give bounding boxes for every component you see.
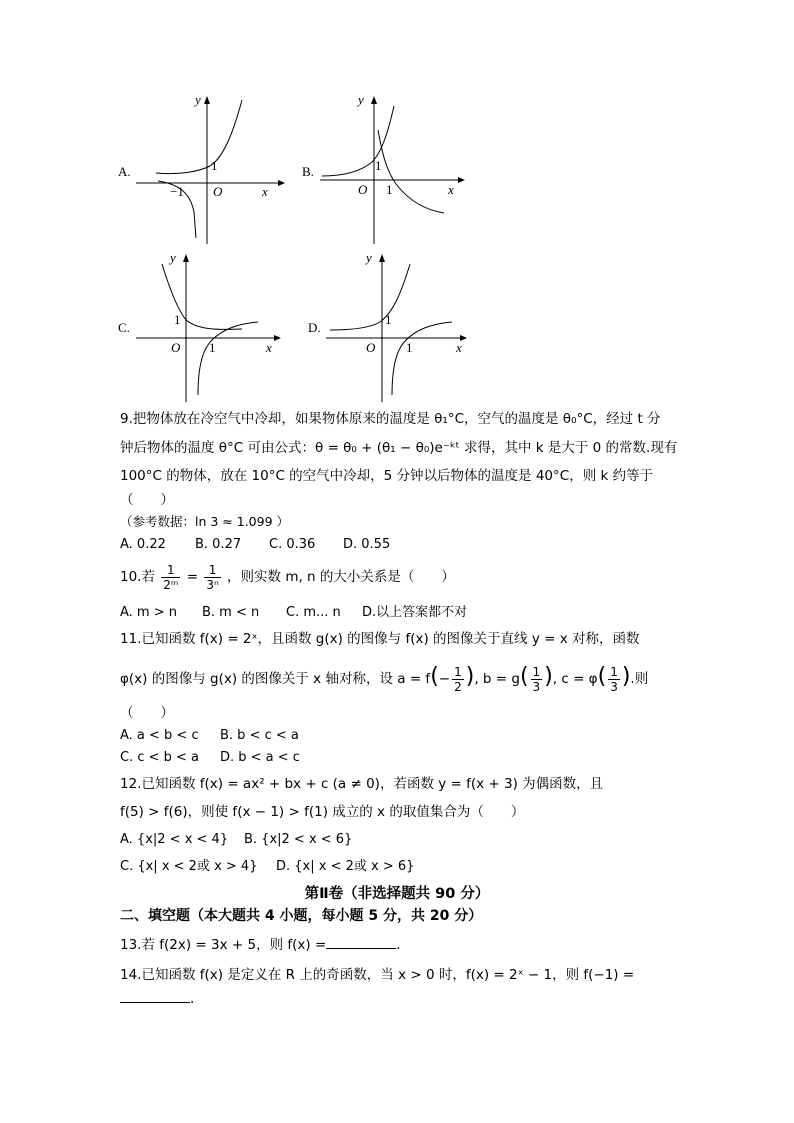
q10-fraction-1 <box>161 563 180 592</box>
fraction-den: 2ᵐ <box>163 577 179 592</box>
origin-label: O <box>213 184 223 199</box>
q11-option-a: A. a < b < c <box>120 728 199 743</box>
q12-option-d: D. {x| x < 2或 x > 6} <box>276 859 415 874</box>
q10-prefix: 10.若 <box>120 569 155 585</box>
q12-option-a: A. {x|2 < x < 4} <box>120 832 229 847</box>
q10-fraction-2 <box>204 563 220 592</box>
graph-c <box>118 250 288 405</box>
q12-options-row2 <box>120 858 414 876</box>
q9-option-d: D. 0.55 <box>343 537 391 552</box>
q11-options-row2 <box>120 749 300 767</box>
q11-fraction-3 <box>608 665 620 694</box>
q12-line2: f(5) > f(6)，则使 f(x − 1) > f(1) 成立的 x 的取值集合为（ ） <box>120 804 525 820</box>
paren-left: ( <box>597 664 607 689</box>
q11-option-b: B. b < c < a <box>220 728 299 743</box>
one-y-label: 1 <box>174 312 181 327</box>
q11-mid2: , c = φ <box>552 671 598 687</box>
y-label: y <box>366 250 372 265</box>
graph-svg <box>308 250 478 405</box>
q14-answer-blank[interactable] <box>120 990 190 1003</box>
option-label: D. <box>308 320 321 335</box>
q13-text: 13.若 f(2x) = 3x + 5，则 f(x) = <box>120 937 327 953</box>
q12-option-b: B. {x|2 < x < 6} <box>244 832 353 847</box>
q10-option-b: B. m < n <box>202 605 260 620</box>
fraction-den: 3 <box>532 679 541 694</box>
q11-mid1: , b = g <box>474 671 520 687</box>
graph-d <box>308 250 478 405</box>
q10-equals: = <box>186 569 199 585</box>
y-label: y <box>358 92 364 107</box>
curve-exp <box>330 264 410 330</box>
q14-answer-line <box>120 990 194 1008</box>
graph-a <box>118 92 288 247</box>
paren-right: ) <box>544 664 553 689</box>
q14-end: . <box>190 991 195 1007</box>
q10-option-a: A. m > n <box>120 605 177 620</box>
section-heading: 二、填空题（本大题共 4 小题，每小题 5 分，共 20 分） <box>120 908 483 924</box>
curve-dec <box>378 130 444 213</box>
q10-suffix: ，则实数 m, n 的大小关系是（ ） <box>227 569 455 585</box>
section-title: 第Ⅱ卷（非选择题共 90 分） <box>304 886 490 902</box>
x-label: x <box>262 184 268 199</box>
q9-paren: （ ） <box>120 492 174 508</box>
q9-line1: 9.把物体放在冷空气中冷却，如果物体原来的温度是 θ₁°C，空气的温度是 θ₀°C，经过 t 分 <box>120 411 661 427</box>
q9-line2: 钟后物体的温度 θ°C 可由公式：θ = θ₀ + (θ₁ − θ₀)e⁻ᵏᵗ 求得，其中 k 是大于 0 的常数.现有 <box>120 440 678 456</box>
x-axis-arrow <box>278 180 285 186</box>
x-axis-arrow <box>274 335 281 341</box>
q11-fraction-1 <box>452 665 464 694</box>
y-axis-arrow <box>183 254 189 262</box>
q10-line <box>120 562 455 592</box>
curve-exp <box>156 100 242 174</box>
paren-right: ) <box>621 664 631 689</box>
q10-options <box>120 604 467 622</box>
q14-line: 14.已知函数 f(x) 是定义在 R 上的奇函数，当 x > 0 时，f(x) = 2ˣ − 1，则 f(−1) = <box>120 967 635 983</box>
graph-svg <box>118 92 288 247</box>
one-x-label: 1 <box>209 340 216 355</box>
curve-log <box>392 322 452 395</box>
option-label: B. <box>302 164 314 179</box>
paren-right: ) <box>465 664 475 689</box>
one-y-label: 1 <box>385 312 392 327</box>
y-label: y <box>195 92 201 107</box>
q11-fraction-2 <box>531 665 543 694</box>
q9-option-c: C. 0.36 <box>269 537 316 552</box>
one-y-label: 1 <box>375 158 382 173</box>
x-label: x <box>448 182 454 197</box>
x-label: x <box>266 340 272 355</box>
option-label: A. <box>118 164 131 179</box>
q13-line <box>120 936 401 954</box>
q9-reference: （参考数据：ln 3 ≈ 1.099 ） <box>120 514 290 529</box>
fraction-den: 3 <box>610 679 618 694</box>
origin-label: O <box>171 340 181 355</box>
one-x-label: 1 <box>406 340 413 355</box>
q11-line1: 11.已知函数 f(x) = 2ˣ，且函数 g(x) 的图像与 f(x) 的图像关于直线 y = x 对称，函数 <box>120 631 640 647</box>
q13-end: . <box>396 937 401 953</box>
q11-options-row1 <box>120 727 299 745</box>
one-label: 1 <box>211 158 218 173</box>
curve-log <box>198 322 258 395</box>
fraction-den: 3ⁿ <box>206 577 219 592</box>
option-label: C. <box>118 320 130 335</box>
q11-suffix: .则 <box>630 671 649 687</box>
q9-line3: 100°C 的物体，放在 10°C 的空气中冷却，5 分钟以后物体的温度是 40°C，则 k 约等于 <box>120 468 654 484</box>
q11-option-c: C. c < b < a <box>120 750 200 765</box>
x-label: x <box>456 340 462 355</box>
graph-svg <box>302 92 472 247</box>
origin-label: O <box>358 182 368 197</box>
paren-left: ( <box>430 664 439 689</box>
q12-options-row1 <box>120 831 352 849</box>
x-axis-arrow <box>458 177 465 183</box>
fraction-num: 1 <box>454 664 462 679</box>
y-axis-arrow <box>379 254 385 262</box>
q9-option-a: A. 0.22 <box>120 537 166 552</box>
fraction-num: 1 <box>532 664 541 679</box>
q10-option-d: D.以上答案都不对 <box>362 605 468 620</box>
neg-one-label: −1 <box>170 184 184 199</box>
q11-line2 <box>120 660 648 696</box>
y-axis-arrow <box>371 96 377 104</box>
graph-b <box>302 92 472 247</box>
fraction-den: 2 <box>454 679 462 694</box>
q11-paren: （ ） <box>120 705 174 721</box>
minus-sign: − <box>438 671 451 687</box>
q11-option-d: D. b < a < c <box>220 750 300 765</box>
paren-left: ( <box>519 664 529 689</box>
fraction-num: 1 <box>161 563 180 578</box>
curve-exp <box>322 106 394 176</box>
origin-label: O <box>366 340 376 355</box>
q11-line2-prefix: φ(x) 的图像与 g(x) 的图像关于 x 轴对称，设 a = f <box>120 671 431 687</box>
q9-option-b: B. 0.27 <box>195 537 242 552</box>
one-x-label: 1 <box>386 182 393 197</box>
q12-option-c: C. {x| x < 2或 x > 4} <box>120 859 258 874</box>
q13-answer-blank[interactable] <box>326 936 396 949</box>
q12-line1: 12.已知函数 f(x) = ax² + bx + c (a ≠ 0)，若函数 y = f(x + 3) 为偶函数，且 <box>120 776 604 792</box>
q9-options <box>120 536 390 554</box>
y-label: y <box>170 250 176 265</box>
y-axis-arrow <box>204 96 210 104</box>
graph-svg <box>118 250 288 405</box>
fraction-num: 1 <box>204 563 220 578</box>
q10-option-c: C. m... n <box>286 605 341 620</box>
fraction-num: 1 <box>610 664 618 679</box>
